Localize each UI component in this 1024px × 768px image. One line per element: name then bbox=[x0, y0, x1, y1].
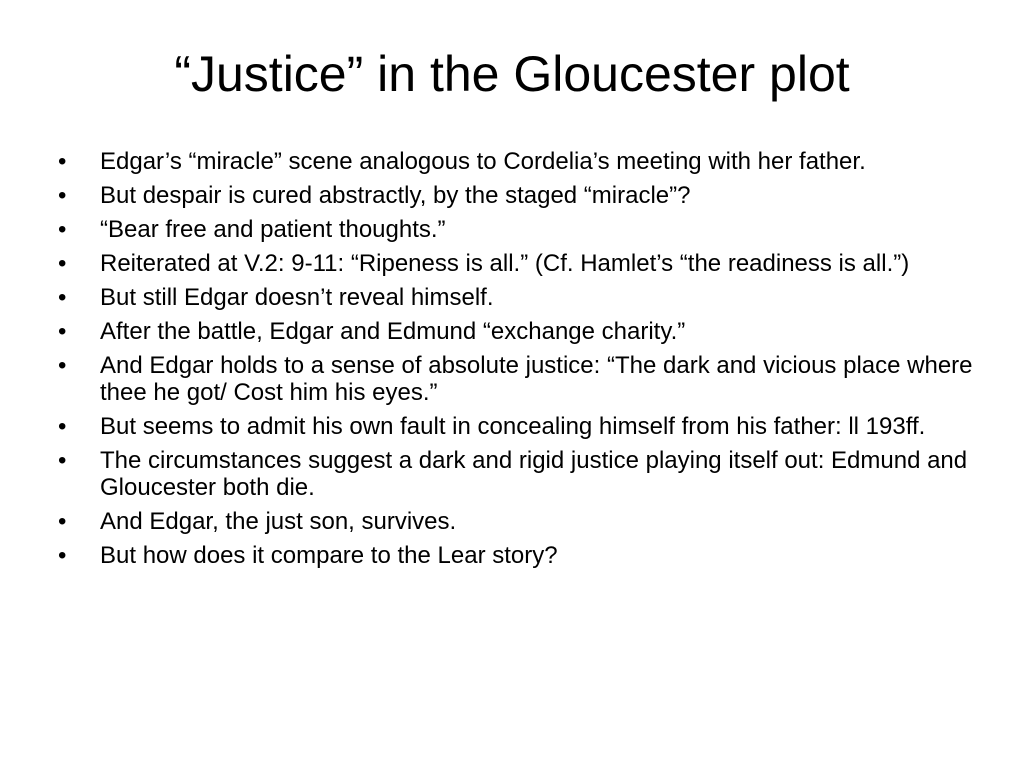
bullet-item bbox=[56, 318, 976, 345]
bullet-text: But despair is cured abstractly, by the staged “miracle”? bbox=[100, 182, 691, 209]
bullet-item bbox=[56, 284, 976, 311]
bullet-icon: • bbox=[58, 542, 67, 569]
bullet-list bbox=[56, 148, 976, 576]
bullet-text: Reiterated at V.2: 9-11: “Ripeness is all.” (Cf. Hamlet’s “the readiness is all.”) bbox=[100, 250, 910, 277]
bullet-text: “Bear free and patient thoughts.” bbox=[100, 216, 446, 243]
bullet-icon: • bbox=[58, 508, 67, 535]
bullet-item bbox=[56, 216, 976, 243]
bullet-icon: • bbox=[58, 413, 67, 440]
bullet-item bbox=[56, 508, 976, 535]
bullet-item bbox=[56, 352, 976, 406]
bullet-item bbox=[56, 447, 976, 501]
bullet-icon: • bbox=[58, 216, 67, 243]
bullet-text: But seems to admit his own fault in concealing himself from his father: ll 193ff. bbox=[100, 413, 926, 440]
bullet-text: After the battle, Edgar and Edmund “exchange charity.” bbox=[100, 318, 686, 345]
slide-title: “Justice” in the Gloucester plot bbox=[174, 46, 850, 102]
bullet-icon: • bbox=[58, 182, 67, 209]
bullet-text: And Edgar holds to a sense of absolute justice: “The dark and vicious place where thee he got/ Cost him his eyes.” bbox=[100, 352, 973, 406]
bullet-icon: • bbox=[58, 352, 67, 379]
bullet-item bbox=[56, 148, 976, 175]
bullet-item bbox=[56, 413, 976, 440]
bullet-icon: • bbox=[58, 318, 67, 345]
bullet-item bbox=[56, 542, 976, 569]
bullet-icon: • bbox=[58, 250, 67, 277]
bullet-text: Edgar’s “miracle” scene analogous to Cordelia’s meeting with her father. bbox=[100, 148, 866, 175]
bullet-text: And Edgar, the just son, survives. bbox=[100, 508, 457, 535]
bullet-text: But still Edgar doesn’t reveal himself. bbox=[100, 284, 494, 311]
bullet-text: But how does it compare to the Lear story? bbox=[100, 542, 558, 569]
bullet-item bbox=[56, 182, 976, 209]
bullet-icon: • bbox=[58, 447, 67, 474]
bullet-item bbox=[56, 250, 976, 277]
bullet-icon: • bbox=[58, 148, 67, 175]
bullet-text: The circumstances suggest a dark and rigid justice playing itself out: Edmund and Gloucester both die. bbox=[100, 447, 968, 501]
bullet-icon: • bbox=[58, 284, 67, 311]
